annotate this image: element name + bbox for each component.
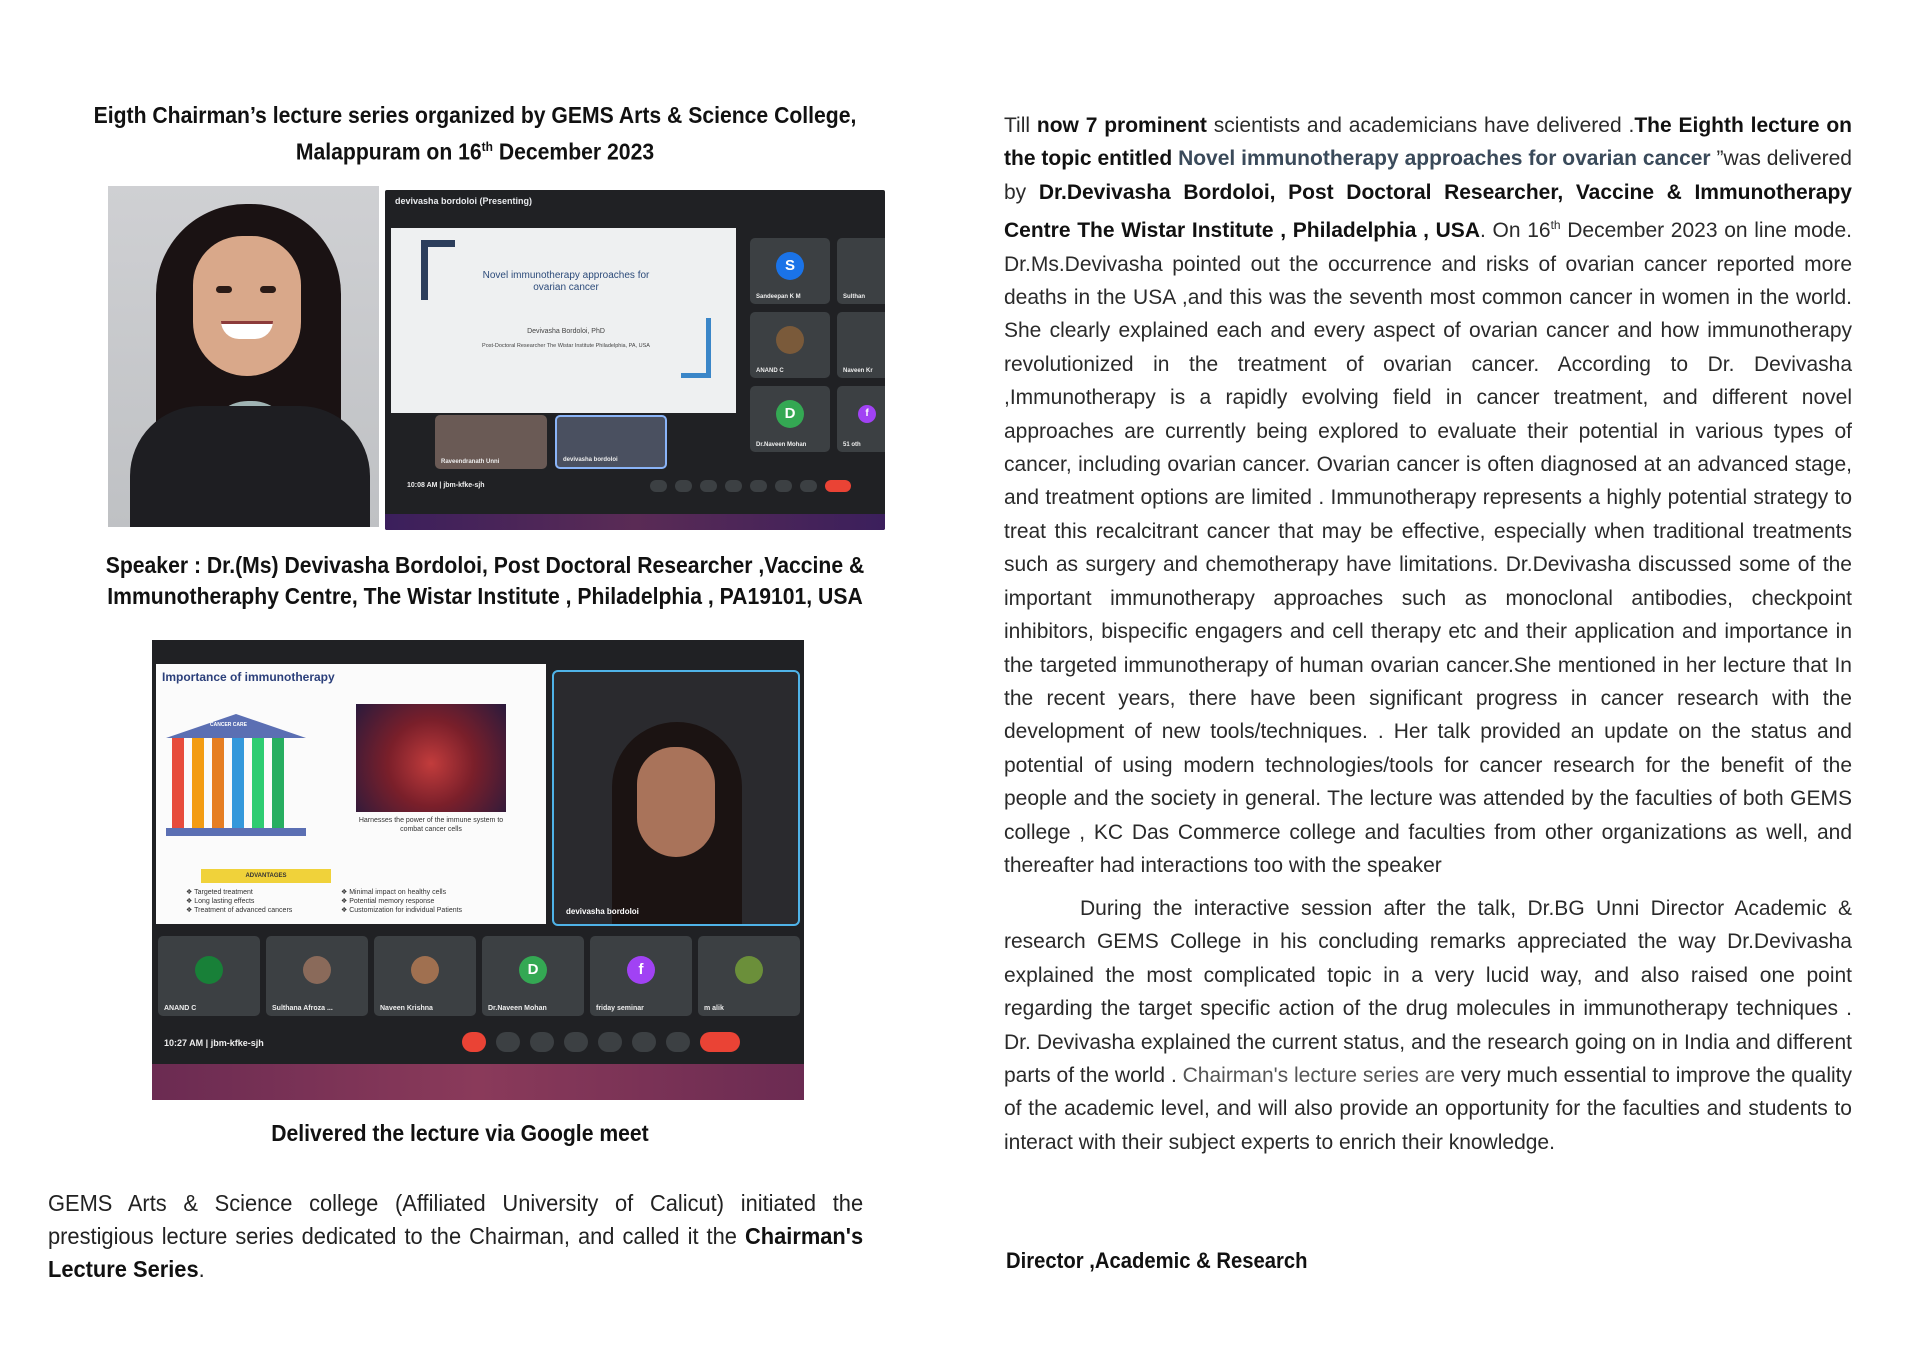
- text-run: December 2023 on line mode. Dr.Ms.Devivasha pointed out the occurrence and risks of ovarian cancer reported more deaths in the USA ,and this was the seventh most common cancer in women in the world. She clearly explained each and every aspect of ovarian cancer and how immunotherapy revolutionized in the treatment of ovarian cancer. According to Dr. Devivasha ,Immunotherapy is a rapidly evolving field in cancer treatment, and different novel approaches are currently being explored to evaluate their potential in various types of cancer, including ovarian cancer. Ovarian cancer is often diagnosed at an advanced stage, and treatment options are limited . Immunotherapy represents a highly potential strategy to treat this recalcitrant cancer that may be effective, especially when traditional treatments such as surgery and chemotherapy have limitations. Dr.Devivasha discussed some of the important immunotherapy approaches such as monoclonal antibodies, checkpoint inhibitors, bispecific engagers and cell therapy etc and their application and importance in the targeted immunotherapy of human ovarian cancer.She mentioned in her lecture that In the recent years, there have been significant progress in cancer research with the development of new tools/techniques. . Her talk provided an update on the status and potential of using modern technologies/tools for cancer research for the benefit of the people and the society in general. The lecture was attended by the faculties of both GEMS college , KC Das Commerce college and faculties from other organizations as well, and thereafter had interactions too with the speaker: [1004, 219, 1852, 877]
- title-date-prefix: Malappuram on 16: [295, 138, 482, 165]
- participant-name: Naveen Kr: [843, 368, 873, 374]
- cancer-care-label: CANCER CARE: [210, 722, 247, 728]
- participant-name: Sulthana Afroza ...: [272, 1005, 333, 1012]
- meet-controls: [650, 480, 851, 492]
- title-date-suffix: December 2023: [492, 138, 655, 165]
- text-run-bold: The Eighth lecture on the topic entitled: [1004, 114, 1852, 171]
- report-paragraph-1: [1004, 109, 1852, 882]
- advantage-item: ❖ Treatment of advanced cancers: [186, 907, 293, 914]
- participant-tile: [482, 936, 584, 1016]
- screenshot-caption: Delivered the lecture via Google meet: [271, 1120, 649, 1146]
- participant-name: Sulthan: [843, 294, 865, 300]
- mic-icon: [650, 480, 667, 492]
- meet-screenshot-presenting: [385, 190, 885, 530]
- end-call-icon: [700, 1032, 740, 1052]
- participant-name: devivasha bordoloi: [563, 457, 618, 463]
- presentation-slide: [156, 664, 546, 924]
- participant-tile: [750, 312, 830, 378]
- hand-icon: [632, 1032, 656, 1052]
- participant-tile: [158, 936, 260, 1016]
- text-run: Chairman's lecture series are: [1182, 1064, 1456, 1088]
- document-title: [93, 100, 857, 168]
- end-call-icon: [825, 480, 851, 492]
- participant-tile: [590, 936, 692, 1016]
- captions-icon: [530, 1032, 554, 1052]
- date-sup: th: [1550, 218, 1561, 233]
- text-run: During the interactive session after the talk, Dr.BG Unni Director Academic & research GEMS College in his concluding remarks appreciated the way Dr.Devivasha explained the most complicated topic in a very lucid way, and also raised one point regarding the target specific action of the drug molecules in immunotherapy techniques . Dr. Devivasha explained the current status, and the research going on in India and different parts of the world .: [1004, 897, 1852, 1088]
- participant-tile: [374, 936, 476, 1016]
- emoji-icon: [564, 1032, 588, 1052]
- title-date-sup: th: [481, 139, 493, 154]
- text-run-bold: now 7 prominent: [1036, 114, 1207, 137]
- participant-name: ANAND C: [756, 368, 784, 374]
- participant-name: 51 oth: [843, 442, 861, 448]
- advantage-item: ❖ Targeted treatment: [186, 889, 253, 896]
- speaker-camera-tile: [552, 670, 800, 926]
- report-paragraph-2: [1004, 892, 1852, 1159]
- immune-cell-image: [356, 704, 506, 812]
- participant-name: Sandeepan K M: [756, 294, 801, 300]
- meet-screenshot-lecture: [152, 640, 804, 1100]
- presenting-label: devivasha bordoloi (Presenting): [395, 196, 533, 206]
- speaker-caption: [103, 550, 867, 612]
- participant-tile-thumb: [555, 415, 667, 469]
- text-run: scientists and academicians have delivered .: [1206, 114, 1635, 137]
- camera-icon: [675, 480, 692, 492]
- intro-text: GEMS Arts & Science college (Affiliated University of Calicut) initiated the prestigious lecture series dedicated to the Chairman, and called it the: [48, 1190, 864, 1249]
- participant-name: friday seminar: [596, 1005, 644, 1012]
- mic-off-icon: [462, 1032, 486, 1052]
- participant-tile: [837, 312, 885, 378]
- meet-controls: [462, 1032, 740, 1052]
- slide-affiliation: Post-Doctoral Researcher The Wistar Institute Philadelphia, PA, USA: [482, 343, 650, 349]
- participant-name: Raveendranath Unni: [441, 459, 500, 465]
- taskbar: [385, 514, 885, 530]
- advantage-item: ❖ Minimal impact on healthy cells: [341, 889, 447, 896]
- participant-name: m alik: [704, 1005, 724, 1012]
- taskbar: [152, 1064, 804, 1100]
- captions-icon: [700, 480, 717, 492]
- camera-icon: [496, 1032, 520, 1052]
- avatar: [411, 956, 439, 984]
- participant-tile: [750, 238, 830, 304]
- avatar: D: [519, 956, 547, 984]
- signature: Director ,Academic & Research: [1006, 1248, 1308, 1273]
- slide-title: Importance of immunotherapy: [162, 670, 335, 684]
- advantage-item: ❖ Customization for individual Patients: [341, 907, 463, 914]
- emoji-icon: [725, 480, 742, 492]
- participant-tile: [698, 936, 800, 1016]
- participant-name: devivasha bordoloi: [566, 907, 639, 916]
- presentation-slide: [391, 228, 736, 413]
- avatar: [195, 956, 223, 984]
- meeting-time-code: 10:08 AM | jbm-kfke-sjh: [407, 482, 485, 489]
- intro-end: .: [198, 1256, 205, 1282]
- avatar: [303, 956, 331, 984]
- avatar: [735, 956, 763, 984]
- speaker-credentials: Dr.Devivasha Bordoloi, Post Doctoral Researcher, Vaccine & Immunotherapy Centre The Wistar Institute , Philadelphia , USA: [1004, 180, 1852, 243]
- advantage-item: ❖ Potential memory response: [341, 898, 435, 905]
- avatar: f: [858, 405, 876, 423]
- text-run: . On 16: [1479, 219, 1551, 243]
- speaker-line-1: Speaker : Dr.(Ms) Devivasha Bordoloi, Post Doctoral Researcher ,Vaccine &: [105, 552, 865, 578]
- avatar: f: [627, 956, 655, 984]
- avatar: S: [776, 252, 804, 280]
- participant-tile-thumb: [435, 415, 547, 469]
- lecture-topic: Novel immunotherapy approaches for ovarian cancer: [1178, 147, 1711, 171]
- intro-paragraph: [48, 1187, 863, 1286]
- meeting-time-code: 10:27 AM | jbm-kfke-sjh: [164, 1038, 264, 1048]
- title-line-1: Eigth Chairman’s lecture series organized by GEMS Arts & Science College,: [93, 102, 857, 128]
- text-run: Till: [1004, 114, 1037, 137]
- text-run: ”was delivered by: [1004, 147, 1852, 204]
- harness-caption: Harnesses the power of the immune system to combat cancer cells: [358, 817, 504, 833]
- participant-tile: [266, 936, 368, 1016]
- participant-name: Dr.Naveen Mohan: [756, 442, 807, 448]
- more-icon: [800, 480, 817, 492]
- present-icon: [598, 1032, 622, 1052]
- text-run: very much essential to improve the quality of the academic level, and will also provide an opportunity for the faculties and students to interact with their subject experts to enrich their knowledge.: [1004, 1064, 1852, 1154]
- participant-tile: [750, 386, 830, 452]
- participant-name: Naveen Krishna: [380, 1005, 433, 1012]
- advantages-banner: ADVANTAGES: [201, 869, 331, 883]
- more-icon: [666, 1032, 690, 1052]
- avatar: [776, 326, 804, 354]
- advantage-item: ❖ Long lasting effects: [186, 898, 255, 905]
- slide-title: Novel immunotherapy approaches for ovarian cancer: [482, 270, 650, 293]
- participant-tile: [837, 238, 885, 304]
- avatar: D: [776, 400, 804, 428]
- title-line-2: [93, 131, 857, 168]
- participant-name: ANAND C: [164, 1005, 197, 1012]
- present-icon: [750, 480, 767, 492]
- series-name: Chairman's Lecture Series: [48, 1223, 864, 1282]
- participant-tile: [837, 386, 885, 452]
- speaker-line-2: Immunotheraphy Centre, The Wistar Institute , Philadelphia , PA19101, USA: [107, 583, 863, 609]
- speaker-photo: [108, 186, 379, 527]
- slide-presenter: Devivasha Bordoloi, PhD: [527, 328, 605, 335]
- hand-icon: [775, 480, 792, 492]
- participant-name: Dr.Naveen Mohan: [488, 1005, 547, 1012]
